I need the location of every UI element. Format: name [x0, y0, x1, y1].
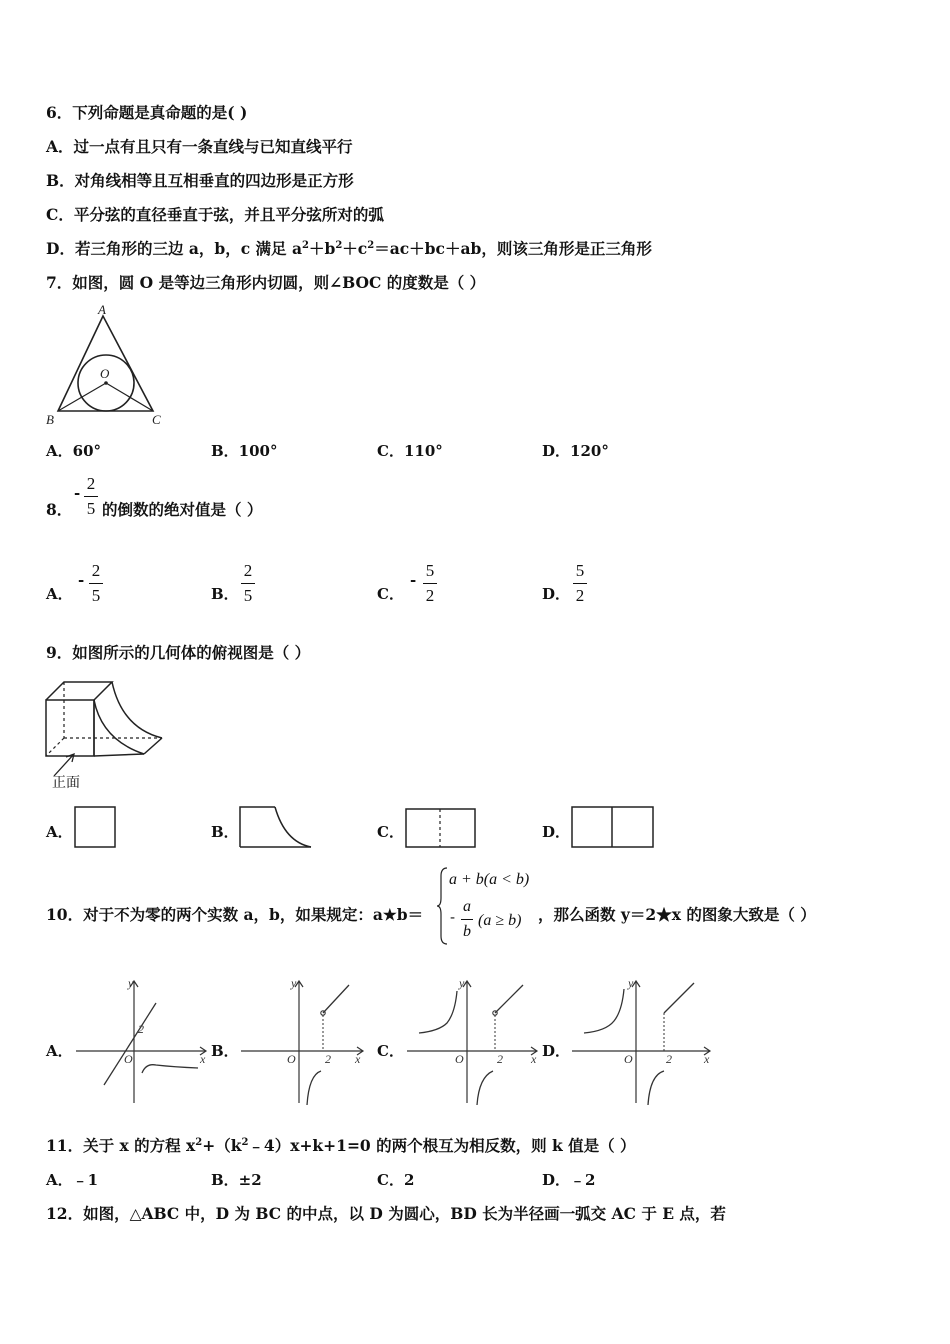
q9-front-label: 正面 [52, 775, 80, 791]
q7-option-b: B．100° [211, 442, 278, 460]
q10-option-c-graph [405, 975, 543, 1107]
q10-option-b-label: B． [211, 1042, 239, 1060]
q7-option-a: A．60° [46, 442, 102, 460]
q10-d-two-label: 2 [666, 1052, 672, 1066]
q10-case-2-fraction: a b [463, 898, 471, 940]
q8-option-c-minus: - [410, 571, 417, 589]
q10-c-x-label: x [531, 1052, 537, 1066]
q11-option-b: B．±2 [211, 1171, 262, 1189]
q10-c-origin-label: O [455, 1052, 464, 1066]
q9-option-b-figure [239, 806, 313, 848]
q8-fraction: 2 5 [84, 475, 98, 518]
q9-option-b-label: B． [211, 823, 239, 841]
q6-option-d: D．若三角形的三边 a，b，c 满足 $a^2+b^2+c^2=ac+bc+ab$，则该三角形是正三角形 [46, 239, 652, 258]
q8-option-a-label: A． [46, 585, 73, 603]
q10-option-d-graph [570, 975, 716, 1107]
q7-option-d: D．120° [542, 442, 609, 460]
q10-option-a-label: A． [46, 1042, 73, 1060]
q8-number: 8． [46, 500, 73, 519]
q8-option-a-fraction: 2 5 [89, 562, 103, 605]
q10-d-origin-label: O [624, 1052, 633, 1066]
q6-option-a: A．过一点有且只有一条直线与已知直线平行 [46, 137, 353, 156]
q10-option-b-graph [239, 975, 369, 1107]
q8-option-b-fraction: 2 5 [241, 562, 255, 605]
q10-option-a-graph [74, 975, 212, 1107]
q10-b-x-label: x [355, 1052, 361, 1066]
q8-option-d-fraction: 5 2 [573, 562, 587, 605]
q10-a-y-label: y [128, 976, 134, 990]
q10-stem-post: ，那么函数 y＝2★x 的图象大致是（ ） [538, 905, 816, 924]
q11-option-c: C．2 [377, 1171, 415, 1189]
q10-b-two-label: 2 [325, 1052, 331, 1066]
q7-triangle-figure [44, 302, 169, 430]
q7-label-a: A [98, 302, 106, 317]
q10-case-1: a + b(a < b) [449, 871, 530, 888]
q10-a-two-label: 2 [138, 1022, 144, 1036]
q8-stem: 的倒数的绝对值是（ ） [102, 500, 263, 519]
q7-stem: 7．如图，圆 O 是等边三角形内切圆，则∠BOC 的度数是（ ） [46, 273, 486, 292]
q10-d-x-label: x [704, 1052, 710, 1066]
q10-option-c-label: C． [377, 1042, 404, 1060]
q10-case-2-condition: (a ≥ b) [478, 912, 522, 929]
q10-d-y-label: y [628, 976, 634, 990]
q10-stem-pre: 10．对于不为零的两个实数 a，b，如果规定：a★b＝ [46, 905, 424, 924]
q9-stem: 9．如图所示的几何体的俯视图是（ ） [46, 643, 311, 662]
q6-stem: 6．下列命题是真命题的是( ) [46, 103, 248, 122]
q10-case-2-minus: - [450, 908, 456, 926]
q8-option-a-minus: - [78, 571, 85, 589]
q9-option-c-figure [405, 808, 477, 848]
q7-label-c: C [152, 412, 161, 427]
q9-option-a-label: A． [46, 823, 73, 841]
q10-b-origin-label: O [287, 1052, 296, 1066]
q6-option-c: C．平分弦的直径垂直于弦，并且平分弦所对的弧 [46, 205, 384, 224]
q9-option-a-figure [74, 806, 116, 848]
q11-option-a: A．﹣1 [46, 1171, 99, 1189]
q8-minus: - [74, 484, 81, 502]
q7-label-o: O [100, 366, 110, 381]
q8-option-c-fraction: 5 2 [423, 562, 437, 605]
q10-b-y-label: y [291, 976, 297, 990]
q10-a-x-label: x [200, 1052, 206, 1066]
q11-option-d: D．﹣2 [542, 1171, 596, 1189]
q7-option-c: C．110° [377, 442, 443, 460]
q8-option-b-label: B． [211, 585, 239, 603]
q10-option-d-label: D． [542, 1042, 571, 1060]
q9-option-c-label: C． [377, 823, 404, 841]
q8-option-d-label: D． [542, 585, 571, 603]
q10-c-y-label: y [459, 976, 465, 990]
q11-stem: 11．关于 x 的方程 $x^2+(k^2﹣4)x+k+1=0$ 的两个根互为相反数，则 k 值是（ ） [46, 1136, 636, 1155]
q7-label-b: B [46, 412, 54, 427]
q9-option-d-figure [571, 806, 655, 848]
q8-option-c-label: C． [377, 585, 404, 603]
q6-option-b: B．对角线相等且互相垂直的四边形是正方形 [46, 171, 354, 190]
q12-stem: 12．如图，△ABC 中，D 为 BC 的中点，以 D 为圆心，BD 长为半径画一弧交 AC 于 E 点，若 [46, 1204, 726, 1223]
q10-a-origin-label: O [124, 1052, 133, 1066]
q10-piecewise-brace [437, 866, 449, 946]
q10-c-two-label: 2 [497, 1052, 503, 1066]
q9-option-d-label: D． [542, 823, 571, 841]
